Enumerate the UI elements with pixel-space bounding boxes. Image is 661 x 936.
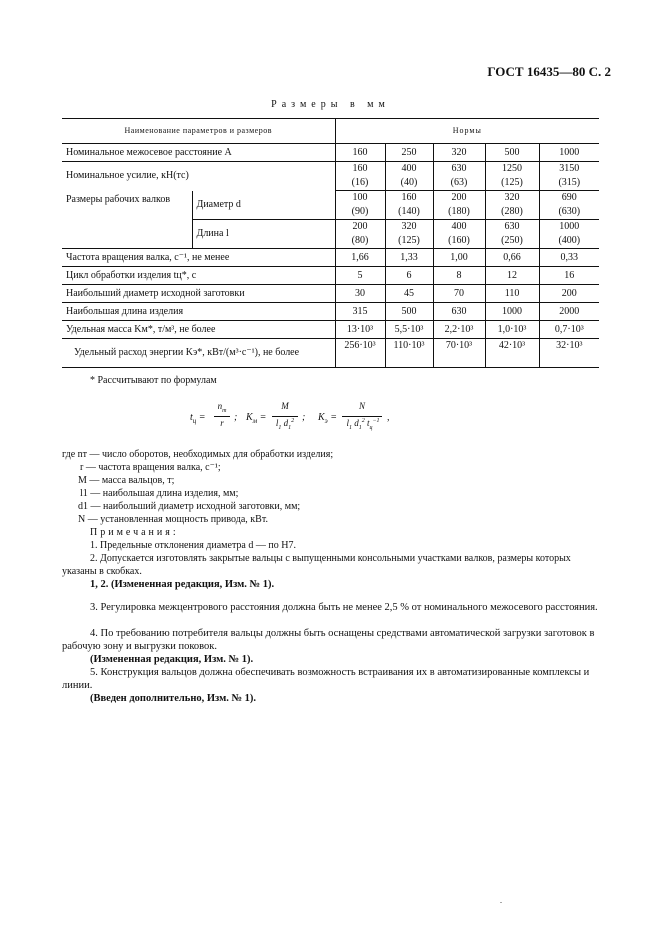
cell: (180)	[433, 205, 485, 220]
cell: (80)	[335, 234, 385, 249]
page-dot: .	[500, 896, 502, 905]
row-label: Удельный расход энергии Kэ*, кВт/(м³·с⁻¹), не более	[62, 339, 335, 368]
footnote: * Рассчитывают по формулам	[90, 375, 217, 386]
amendment-3: (Введен дополнительно, Изм. № 1).	[90, 693, 257, 704]
cell: 3150	[539, 162, 599, 177]
notes-title: Примечания:	[90, 527, 179, 538]
cell: 1,66	[335, 249, 385, 267]
cell: 12	[485, 267, 539, 285]
cell: 250	[385, 144, 433, 162]
cell: (280)	[485, 205, 539, 220]
paragraph-3: 3. Регулировка межцентрового расстояния должна быть не менее 2,5 % от номинального межосевого расстояния.	[90, 602, 598, 613]
cell: 110	[485, 285, 539, 303]
row-label: Наибольшая длина изделия	[62, 303, 335, 321]
table-caption: Размеры в мм	[271, 99, 390, 110]
row-label: Наибольший диаметр исходной заготовки	[62, 285, 335, 303]
definition: l1 — наибольшая длина изделия, мм;	[80, 488, 239, 499]
cell: 100	[335, 191, 385, 206]
cell: 500	[385, 303, 433, 321]
row-maxdia	[62, 285, 599, 303]
cell: 0,33	[539, 249, 599, 267]
cell: 5,5·10³	[385, 321, 433, 339]
note-2: 2. Допускается изготовлять закрытые вальцы с выпущенными консольными участками валков, размеры которых указаны в скобках.	[62, 553, 571, 577]
cell: 320	[433, 144, 485, 162]
cell: 630	[485, 220, 539, 235]
cell: 70	[433, 285, 485, 303]
cell: 1,33	[385, 249, 433, 267]
cell: 200	[539, 285, 599, 303]
cell: 70·10³	[433, 339, 485, 368]
formula-sep: ;	[234, 412, 238, 423]
formula-num: M	[281, 401, 289, 411]
cell: 42·10³	[485, 339, 539, 368]
cell: 32·10³	[539, 339, 599, 368]
row-label: Цикл обработки изделия tц*, с	[62, 267, 335, 285]
definition: d1 — наибольший диаметр исходной заготовки, мм;	[78, 501, 301, 512]
cell: (16)	[335, 176, 385, 191]
table-header-row	[62, 119, 599, 144]
amendment-1: 1, 2. (Измененная редакция, Изм. № 1).	[90, 579, 275, 590]
cell: (90)	[335, 205, 385, 220]
cell: (160)	[433, 234, 485, 249]
formula-den: $l_1$ $d_1^2$ $t_ц^{-1}$	[346, 418, 380, 431]
formula-den: $l_1$ $d_1^2$	[275, 418, 295, 431]
paragraph-4: 4. По требованию потребителя вальцы должны быть оснащены средствами автоматической загрузки заготовок в рабочую зону и выгрузки поковок.	[62, 628, 595, 652]
formula-km: $K_м$ =	[246, 412, 267, 425]
cell: (250)	[485, 234, 539, 249]
cell: 0,66	[485, 249, 539, 267]
formula-num: $n_т$	[217, 401, 227, 414]
cell: 200	[433, 191, 485, 206]
cell: 45	[385, 285, 433, 303]
cell: 400	[385, 162, 433, 177]
sub-label: Длина l	[192, 220, 335, 249]
cell: (125)	[485, 176, 539, 191]
cell: 8	[433, 267, 485, 285]
row-label: Номинальное усилие, кН(тс)	[66, 170, 189, 182]
cell: (63)	[433, 176, 485, 191]
formula-den: r	[220, 418, 224, 428]
cell: 160	[335, 144, 385, 162]
cell: 1,0·10³	[485, 321, 539, 339]
row-label: Номинальное межосевое расстояние A	[62, 144, 335, 162]
row-force	[62, 162, 599, 177]
cell: 2,2·10³	[433, 321, 485, 339]
formula-ke: $K_э$ =	[318, 412, 338, 425]
cell: 500	[485, 144, 539, 162]
cell: (40)	[385, 176, 433, 191]
parameters-table	[62, 118, 599, 368]
cell: 320	[485, 191, 539, 206]
cell: 630	[433, 162, 485, 177]
definition: N — установленная мощность привода, кВт.	[78, 514, 268, 525]
row-speed	[62, 249, 599, 267]
cell: 630	[433, 303, 485, 321]
cell: 160	[385, 191, 433, 206]
fraction-bar	[272, 416, 298, 417]
cell: 13·10³	[335, 321, 385, 339]
cell: 2000	[539, 303, 599, 321]
cell: 690	[539, 191, 599, 206]
cell: 400	[433, 220, 485, 235]
formula	[190, 401, 430, 435]
cell: 1250	[485, 162, 539, 177]
cell: 1000	[539, 144, 599, 162]
cell: 315	[335, 303, 385, 321]
cell: (630)	[539, 205, 599, 220]
cell: 320	[385, 220, 433, 235]
definition: r — частота вращения валка, с⁻¹;	[80, 462, 221, 473]
row-label: Частота вращения валка, с⁻¹, не менее	[62, 249, 335, 267]
row-label: Удельная масса Kм*, т/м³, не более	[62, 321, 335, 339]
cell: 1,00	[433, 249, 485, 267]
cell: (140)	[385, 205, 433, 220]
note-1: 1. Предельные отклонения диаметра d — по Н7.	[90, 540, 296, 551]
cell: 6	[385, 267, 433, 285]
fraction-bar	[214, 416, 230, 417]
paragraph-5: 5. Конструкция вальцов должна обеспечивать возможность встраивания их в автоматизированные комплексы и линии.	[62, 667, 590, 691]
cell: 200	[335, 220, 385, 235]
cell: 256·10³	[335, 339, 385, 368]
row-cycle	[62, 267, 599, 285]
header-parameter: Наименование параметров и размеров	[62, 119, 335, 144]
amendment-2: (Измененная редакция, Изм. № 1).	[90, 654, 254, 665]
cell: (315)	[539, 176, 599, 191]
row-axis	[62, 144, 599, 162]
cell: 1000	[539, 220, 599, 235]
row-energy	[62, 339, 599, 368]
definition: где nт — число оборотов, необходимых для обработки изделия;	[62, 449, 334, 460]
row-maxlen	[62, 303, 599, 321]
cell: 1000	[485, 303, 539, 321]
row-diameter	[62, 191, 599, 206]
formula-sep: ;	[302, 412, 306, 423]
header-norms: Нормы	[335, 119, 599, 144]
sub-label: Диаметр d	[192, 191, 335, 220]
cell: (400)	[539, 234, 599, 249]
cell: 0,7·10³	[539, 321, 599, 339]
cell: 5	[335, 267, 385, 285]
row-mass	[62, 321, 599, 339]
cell: 16	[539, 267, 599, 285]
formula-num: N	[358, 401, 365, 411]
cell: 110·10³	[385, 339, 433, 368]
cell: 160	[335, 162, 385, 177]
definition: M — масса вальцов, т;	[78, 475, 175, 486]
fraction-bar	[342, 416, 382, 417]
formula-tc: $t_ц$ =	[190, 412, 206, 425]
page-header: ГОСТ 16435—80 С. 2	[487, 64, 611, 79]
row-label: Размеры рабочих валков	[62, 191, 192, 249]
cell: 30	[335, 285, 385, 303]
cell: (125)	[385, 234, 433, 249]
formula-sep: ,	[387, 412, 390, 423]
